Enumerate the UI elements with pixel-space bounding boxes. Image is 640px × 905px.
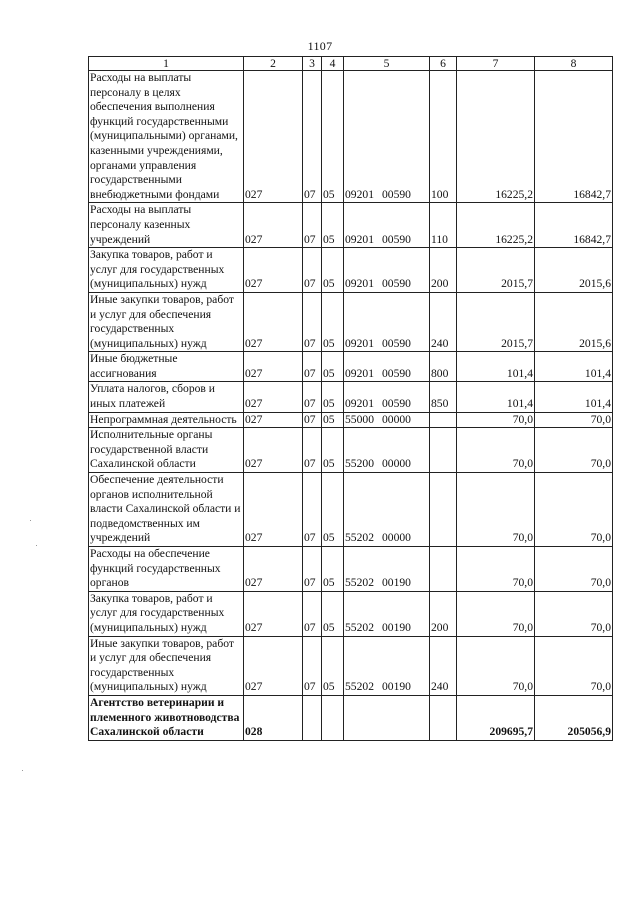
expense-type-code xyxy=(430,412,457,428)
row-name: Агентство ветеринарии и племенного животноводства Сахалинской области xyxy=(89,695,244,740)
column-header: 8 xyxy=(535,57,613,71)
scan-speck xyxy=(30,520,31,521)
section-code: 07 xyxy=(303,382,322,412)
subsection-code: 05 xyxy=(322,71,344,203)
expense-type-code xyxy=(430,547,457,592)
target-item-code xyxy=(344,292,430,351)
table-row xyxy=(89,428,613,473)
section-code: 07 xyxy=(303,636,322,695)
subsection-code xyxy=(322,695,344,740)
section-code: 07 xyxy=(303,203,322,248)
column-header: 3 xyxy=(303,57,322,71)
amount-year-1: 70,0 xyxy=(457,636,535,695)
table-row xyxy=(89,473,613,547)
subsection-code: 05 xyxy=(322,591,344,636)
expense-type-code: 850 xyxy=(430,382,457,412)
column-header: 6 xyxy=(430,57,457,71)
column-header: 2 xyxy=(244,57,303,71)
page-number: 1107 xyxy=(307,39,333,53)
ministry-code: 027 xyxy=(244,636,303,695)
target-item-direction: 00590 xyxy=(381,366,411,380)
section-code: 07 xyxy=(303,412,322,428)
row-name: Исполнительные органы государственной власти Сахалинской области xyxy=(89,428,244,473)
row-name: Уплата налогов, сборов и иных платежей xyxy=(89,382,244,412)
target-item-program: 55202 xyxy=(345,620,374,634)
amount-year-2: 101,4 xyxy=(535,352,613,382)
ministry-code: 027 xyxy=(244,292,303,351)
ministry-code: 027 xyxy=(244,248,303,293)
column-header: 1 xyxy=(89,57,244,71)
target-item-direction: 00190 xyxy=(381,620,411,634)
target-item-code xyxy=(344,71,430,203)
section-code: 07 xyxy=(303,473,322,547)
target-item-program: 09201 xyxy=(345,397,374,411)
section-code: 07 xyxy=(303,591,322,636)
amount-year-1: 70,0 xyxy=(457,428,535,473)
target-item-program: 09201 xyxy=(345,277,374,291)
table-body xyxy=(89,71,613,741)
expense-type-code: 100 xyxy=(430,71,457,203)
target-item-direction: 00000 xyxy=(381,412,411,426)
subsection-code: 05 xyxy=(322,248,344,293)
amount-year-2: 70,0 xyxy=(535,412,613,428)
table-row xyxy=(89,695,613,740)
expense-type-code: 240 xyxy=(430,292,457,351)
expense-type-code: 800 xyxy=(430,352,457,382)
target-item-code xyxy=(344,352,430,382)
amount-year-2: 70,0 xyxy=(535,636,613,695)
table-row xyxy=(89,547,613,592)
ministry-code: 027 xyxy=(244,412,303,428)
target-item-direction: 00590 xyxy=(381,336,411,350)
column-header: 4 xyxy=(322,57,344,71)
table-row xyxy=(89,292,613,351)
row-name: Закупка товаров, работ и услуг для государственных (муниципальных) нужд xyxy=(89,248,244,293)
section-code: 07 xyxy=(303,547,322,592)
budget-table xyxy=(88,56,613,741)
target-item-direction: 00590 xyxy=(381,397,411,411)
amount-year-2: 16842,7 xyxy=(535,203,613,248)
target-item-code xyxy=(344,412,430,428)
amount-year-2: 70,0 xyxy=(535,591,613,636)
amount-year-1: 70,0 xyxy=(457,412,535,428)
column-header: 5 xyxy=(344,57,430,71)
expense-type-code xyxy=(430,428,457,473)
target-item-code xyxy=(344,591,430,636)
scan-speck xyxy=(36,545,37,546)
ministry-code: 027 xyxy=(244,428,303,473)
target-item-direction: 00590 xyxy=(381,277,411,291)
target-item-direction: 00190 xyxy=(381,576,411,590)
subsection-code: 05 xyxy=(322,412,344,428)
section-code: 07 xyxy=(303,71,322,203)
target-item-program: 55202 xyxy=(345,576,374,590)
subsection-code: 05 xyxy=(322,428,344,473)
ministry-code: 027 xyxy=(244,547,303,592)
ministry-code: 027 xyxy=(244,473,303,547)
subsection-code: 05 xyxy=(322,203,344,248)
table-row xyxy=(89,248,613,293)
target-item-code xyxy=(344,428,430,473)
amount-year-2: 16842,7 xyxy=(535,71,613,203)
amount-year-1: 101,4 xyxy=(457,352,535,382)
target-item-direction: 00590 xyxy=(381,187,411,201)
amount-year-1: 101,4 xyxy=(457,382,535,412)
target-item-program: 09201 xyxy=(345,187,374,201)
target-item-program: 55200 xyxy=(345,457,374,471)
subsection-code: 05 xyxy=(322,382,344,412)
table-row xyxy=(89,71,613,203)
section-code: 07 xyxy=(303,352,322,382)
ministry-code: 028 xyxy=(244,695,303,740)
target-item-code xyxy=(344,382,430,412)
target-item-direction: 00190 xyxy=(381,680,411,694)
row-name: Непрограммная деятельность xyxy=(89,412,244,428)
subsection-code: 05 xyxy=(322,636,344,695)
target-item-program: 09201 xyxy=(345,232,374,246)
target-item-code xyxy=(344,695,430,740)
table-row xyxy=(89,412,613,428)
expense-type-code: 240 xyxy=(430,636,457,695)
amount-year-2: 2015,6 xyxy=(535,292,613,351)
row-name: Иные закупки товаров, работ и услуг для обеспечения государственных (муниципальных) нужд xyxy=(89,292,244,351)
ministry-code: 027 xyxy=(244,71,303,203)
expense-type-code: 200 xyxy=(430,591,457,636)
amount-year-1: 16225,2 xyxy=(457,203,535,248)
amount-year-1: 70,0 xyxy=(457,591,535,636)
ministry-code: 027 xyxy=(244,203,303,248)
expense-type-code: 110 xyxy=(430,203,457,248)
target-item-direction: 00000 xyxy=(381,531,411,545)
amount-year-1: 16225,2 xyxy=(457,71,535,203)
target-item-program: 09201 xyxy=(345,366,374,380)
row-name: Расходы на обеспечение функций государственных органов xyxy=(89,547,244,592)
ministry-code: 027 xyxy=(244,591,303,636)
expense-type-code xyxy=(430,473,457,547)
section-code xyxy=(303,695,322,740)
target-item-code xyxy=(344,547,430,592)
subsection-code: 05 xyxy=(322,547,344,592)
section-code: 07 xyxy=(303,248,322,293)
target-item-direction: 00590 xyxy=(381,232,411,246)
target-item-code xyxy=(344,248,430,293)
amount-year-2: 205056,9 xyxy=(535,695,613,740)
row-name: Расходы на выплаты персоналу в целях обеспечения выполнения функций государственными (муниципальными) органами, казенными учреждениями, органами управления государственными внебюджетными фондами xyxy=(89,71,244,203)
subsection-code: 05 xyxy=(322,292,344,351)
target-item-program: 55000 xyxy=(345,412,374,426)
row-name: Иные закупки товаров, работ и услуг для обеспечения государственных (муниципальных) нужд xyxy=(89,636,244,695)
scan-speck xyxy=(22,770,23,771)
table-row xyxy=(89,636,613,695)
table-header-row xyxy=(89,57,613,71)
row-name: Расходы на выплаты персоналу казенных учреждений xyxy=(89,203,244,248)
target-item-code xyxy=(344,636,430,695)
row-name: Закупка товаров, работ и услуг для государственных (муниципальных) нужд xyxy=(89,591,244,636)
target-item-code xyxy=(344,203,430,248)
amount-year-2: 70,0 xyxy=(535,473,613,547)
target-item-program: 55202 xyxy=(345,680,374,694)
row-name: Иные бюджетные ассигнования xyxy=(89,352,244,382)
amount-year-1: 2015,7 xyxy=(457,248,535,293)
ministry-code: 027 xyxy=(244,352,303,382)
target-item-code xyxy=(344,473,430,547)
target-item-program: 09201 xyxy=(345,336,374,350)
subsection-code: 05 xyxy=(322,352,344,382)
table-row xyxy=(89,352,613,382)
table-row xyxy=(89,203,613,248)
amount-year-1: 70,0 xyxy=(457,473,535,547)
table-row xyxy=(89,591,613,636)
target-item-program: 55202 xyxy=(345,531,374,545)
amount-year-2: 70,0 xyxy=(535,547,613,592)
column-header: 7 xyxy=(457,57,535,71)
amount-year-2: 2015,6 xyxy=(535,248,613,293)
row-name: Обеспечение деятельности органов исполнительной власти Сахалинской области и подведомственных им учреждений xyxy=(89,473,244,547)
table-row xyxy=(89,382,613,412)
ministry-code: 027 xyxy=(244,382,303,412)
amount-year-2: 70,0 xyxy=(535,428,613,473)
section-code: 07 xyxy=(303,428,322,473)
amount-year-1: 209695,7 xyxy=(457,695,535,740)
target-item-direction: 00000 xyxy=(381,457,411,471)
expense-type-code xyxy=(430,695,457,740)
expense-type-code: 200 xyxy=(430,248,457,293)
amount-year-2: 101,4 xyxy=(535,382,613,412)
section-code: 07 xyxy=(303,292,322,351)
subsection-code: 05 xyxy=(322,473,344,547)
amount-year-1: 2015,7 xyxy=(457,292,535,351)
amount-year-1: 70,0 xyxy=(457,547,535,592)
